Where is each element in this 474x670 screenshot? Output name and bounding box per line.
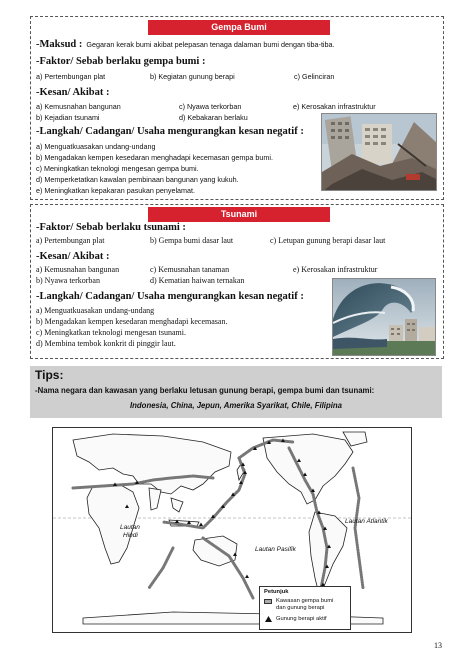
kesan-e: e) Kerosakan infrastruktur (293, 102, 376, 111)
tsunami-langkah-heading: -Langkah/ Cadangan/ Usaha mengurangkan kesan negatif : (36, 291, 304, 302)
faktor-b: b) Kegiatan gunung berapi (150, 72, 235, 81)
maksud-label: -Maksud : (36, 39, 83, 50)
tsunami-panel (30, 204, 444, 359)
langkah-heading: -Langkah/ Cadangan/ Usaha mengurangkan kesan negatif : (36, 126, 304, 137)
indian-ocean-label-1: Lautan (120, 524, 140, 531)
volcano-triangle-icon (265, 616, 272, 622)
tsunami-faktor-a: a) Pertembungan plat (36, 236, 105, 245)
pacific-ocean-label: Lautan Pasifik (255, 546, 296, 553)
langkah-b: b) Mengadakan kempen kesedaran menghadapi kecemasan gempa bumi. (36, 153, 273, 162)
langkah-a: a) Menguatkuasakan undang-undang (36, 142, 156, 151)
kesan-b: b) Kejadian tsunami (36, 113, 100, 122)
legend-quake-1: Kawasan gempa bumi (276, 598, 334, 604)
maksud-line (36, 39, 335, 50)
tips-title: Tips: (35, 368, 64, 382)
tsunami-kesan-e: e) Kerosakan infrastruktur (293, 265, 378, 274)
legend-title: Petunjuk (264, 589, 289, 595)
quake-zone-swatch-icon (264, 599, 272, 604)
tsunami-kesan-d: d) Kematian haiwan ternakan (150, 276, 245, 285)
tsunami-banner: Tsunami (148, 207, 330, 222)
tsunami-langkah-d: d) Membina tembok konkrit di pinggir laut. (36, 339, 176, 348)
legend-quake-2: dan gunung berapi (276, 605, 325, 611)
maksud-text: Gegaran kerak bumi akibat pelepasan tenaga dalaman bumi dengan tiba-tiba. (86, 40, 335, 49)
ring-of-fire-map (52, 427, 412, 633)
tsunami-langkah-c: c) Meningkatkan teknologi mengesan tsunami. (36, 328, 186, 337)
faktor-heading: -Faktor/ Sebab berlaku gempa bumi : (36, 56, 206, 67)
indian-ocean-label-2: Hindi (123, 532, 138, 539)
legend-volcano: Gunung berapi aktif (276, 616, 327, 622)
langkah-c: c) Meningkatkan teknologi mengesan gempa bumi. (36, 164, 199, 173)
faktor-a: a) Pertembungan plat (36, 72, 106, 81)
tsunami-kesan-c: c) Kemusnahan tanaman (150, 265, 230, 274)
tsunami-kesan-b: b) Nyawa terkorban (36, 276, 100, 285)
kesan-heading: -Kesan/ Akibat : (36, 87, 110, 98)
gempa-bumi-banner: Gempa Bumi (148, 20, 330, 35)
kesan-a: a) Kemusnahan bangunan (36, 102, 121, 111)
tips-countries: Indonesia, China, Jepun, Amerika Syarikat, Chile, Filipina (129, 401, 343, 410)
kesan-d: d) Kebakaran berlaku (179, 113, 248, 122)
langkah-d: d) Memperketatkan kawalan pembinaan bangunan yang kukuh. (36, 175, 239, 184)
tips-text: -Nama negara dan kawasan yang berlaku letusan gunung berapi, gempa bumi dan tsunami: (35, 386, 375, 395)
page-number: 13 (434, 641, 442, 650)
kesan-c: c) Nyawa terkorban (179, 102, 242, 111)
earthquake-damage-photo (321, 113, 437, 191)
tsunami-kesan-a: a) Kemusnahan bangunan (36, 265, 120, 274)
tsunami-wave-photo (332, 278, 436, 356)
tsunami-faktor-heading: -Faktor/ Sebab berlaku tsunami : (36, 222, 186, 233)
tsunami-kesan-heading: -Kesan/ Akibat : (36, 251, 110, 262)
tsunami-langkah-b: b) Mengadakan kempen kesedaran menghadapi kecemasan. (36, 317, 228, 326)
tsunami-langkah-a: a) Menguatkuasakan undang-undang (36, 306, 155, 315)
tsunami-faktor-b: b) Gempa bumi dasar laut (150, 236, 234, 245)
langkah-e: e) Meningkatkan kepakaran pasukan penyelamat. (36, 186, 196, 195)
faktor-c: c) Gelinciran (294, 72, 335, 81)
atlantic-ocean-label: Lautan Atlantik (345, 518, 388, 525)
tsunami-faktor-c: c) Letupan gunung berapi dasar laut (270, 236, 386, 245)
map-legend (259, 586, 351, 630)
gempa-bumi-panel (30, 16, 444, 200)
tips-box (30, 366, 442, 418)
